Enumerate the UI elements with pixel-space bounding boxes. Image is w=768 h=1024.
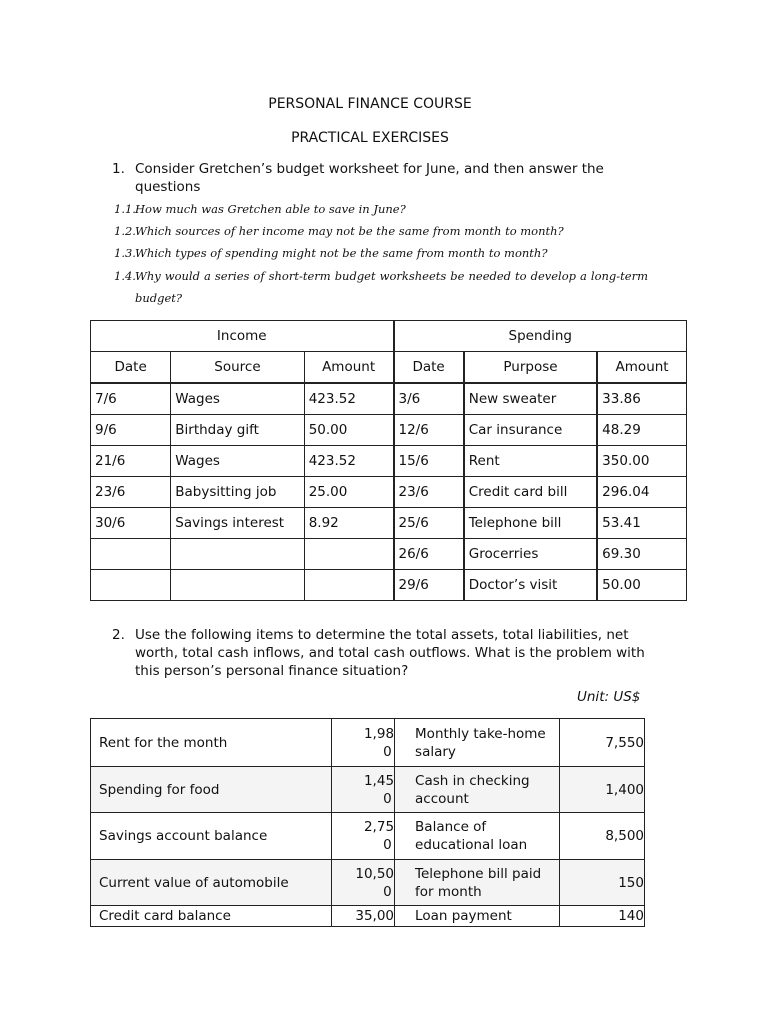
- item-label: Rent for the month: [91, 719, 332, 767]
- item-label-2-text: Cash in checking account: [415, 772, 530, 807]
- table-cell: Doctor’s visit: [464, 570, 597, 601]
- sub-question-text: Which types of spending might not be the same from month to month?: [135, 246, 548, 260]
- table-row: [91, 767, 645, 813]
- sub-question-text: Why would a series of short-term budget worksheets be needed to develop a long-term budget?: [135, 269, 648, 305]
- column-header: Source: [171, 352, 304, 384]
- table-cell: 23/6: [91, 477, 171, 508]
- unit-label: Unit: US$: [577, 689, 641, 705]
- item-label-2: [395, 906, 560, 927]
- item-value-line1: 10,50: [355, 865, 395, 882]
- item-value: [332, 906, 395, 927]
- table-cell: 26/6: [394, 539, 464, 570]
- table-row: [91, 508, 687, 539]
- item-value: [332, 813, 395, 860]
- table-cell: 12/6: [394, 415, 464, 446]
- item-value: [332, 767, 395, 813]
- exercises-title: PRACTICAL EXERCISES: [291, 130, 449, 146]
- item-value-2: 8,500: [559, 813, 644, 860]
- finance-items-table: [90, 718, 645, 927]
- table-cell: 9/6: [91, 415, 171, 446]
- table-cell: [304, 570, 393, 601]
- column-header: Amount: [304, 352, 393, 384]
- item-label: Credit card balance: [91, 906, 332, 927]
- question-2-number: 2.: [112, 627, 125, 643]
- table-cell: [91, 570, 171, 601]
- question-1-number: 1.: [112, 161, 125, 177]
- question-1-text: Consider Gretchen’s budget worksheet for June, and then answer the questions: [135, 161, 604, 195]
- item-label: Current value of automobile: [91, 860, 332, 906]
- table-row: [91, 813, 645, 860]
- table-cell: [171, 539, 304, 570]
- table-cell: Wages: [171, 383, 304, 415]
- item-label-2-text: Loan payment: [415, 908, 512, 924]
- item-value-line2: 0: [383, 743, 392, 760]
- budget-worksheet-table: [90, 320, 687, 601]
- table-row: [91, 383, 687, 415]
- table-row: [91, 906, 645, 927]
- table-cell: 15/6: [394, 446, 464, 477]
- item-value-line2: 0: [383, 883, 392, 900]
- question-2-text: Use the following items to determine the total assets, total liabilities, net worth, total cash inflows, and total cash outflows. What is the problem with this person’s personal finance situation?: [135, 627, 645, 679]
- table-cell: 25.00: [304, 477, 393, 508]
- table-cell: 69.30: [597, 539, 686, 570]
- sub-question-text: How much was Gretchen able to save in June?: [135, 202, 406, 216]
- item-value-2: 150: [559, 860, 644, 906]
- question-1: [112, 160, 652, 196]
- table-cell: [304, 539, 393, 570]
- item-label-2-text: Telephone bill paid for month: [415, 865, 542, 900]
- item-value-2: 7,550: [559, 719, 644, 767]
- item-label-2: [395, 860, 560, 906]
- table-row: [91, 570, 687, 601]
- table-row: [91, 477, 687, 508]
- item-label-2: [395, 767, 560, 813]
- column-header: Purpose: [464, 352, 597, 384]
- sub-question-number: 1.3.: [114, 246, 136, 260]
- sub-question-number: 1.1.: [114, 202, 136, 216]
- question-2: [112, 626, 652, 680]
- spending-header: Spending: [394, 321, 687, 352]
- column-header: Amount: [597, 352, 686, 384]
- table-row: [91, 860, 645, 906]
- table-cell: 8.92: [304, 508, 393, 539]
- table-cell: Birthday gift: [171, 415, 304, 446]
- table-cell: Savings interest: [171, 508, 304, 539]
- item-label-2: [395, 813, 560, 860]
- item-label: Spending for food: [91, 767, 332, 813]
- item-value-line2: 0: [383, 790, 392, 807]
- table-cell: 50.00: [597, 570, 686, 601]
- table-cell: 21/6: [91, 446, 171, 477]
- item-value-line1: 1,45: [363, 772, 395, 789]
- table-cell: Grocerries: [464, 539, 597, 570]
- table-cell: Babysitting job: [171, 477, 304, 508]
- table-cell: 23/6: [394, 477, 464, 508]
- table-cell: 3/6: [394, 383, 464, 415]
- item-value-line2: 0: [383, 837, 392, 853]
- sub-question-1-1: [114, 198, 648, 220]
- table-cell: 25/6: [394, 508, 464, 539]
- item-value: [332, 719, 395, 767]
- table-cell: 7/6: [91, 383, 171, 415]
- table-cell: 48.29: [597, 415, 686, 446]
- table-cell: New sweater: [464, 383, 597, 415]
- table-column-header-row: [91, 352, 687, 384]
- table-cell: [91, 539, 171, 570]
- item-value-line1: 2,75: [363, 819, 395, 835]
- table-cell: Rent: [464, 446, 597, 477]
- sub-question-text: Which sources of her income may not be the same from month to month?: [135, 224, 564, 238]
- table-row: [91, 719, 645, 767]
- sub-question-1-2: [114, 220, 648, 242]
- course-title: PERSONAL FINANCE COURSE: [268, 96, 472, 112]
- item-value-line1: 1,98: [363, 725, 395, 742]
- table-cell: Telephone bill: [464, 508, 597, 539]
- sub-question-1-4: [114, 265, 648, 309]
- table-row: [91, 446, 687, 477]
- table-cell: 423.52: [304, 446, 393, 477]
- table-cell: 30/6: [91, 508, 171, 539]
- table-cell: [171, 570, 304, 601]
- table-cell: Wages: [171, 446, 304, 477]
- sub-question-number: 1.4.: [114, 269, 136, 283]
- table-group-header-row: [91, 321, 687, 352]
- table-row: [91, 539, 687, 570]
- column-header: Date: [91, 352, 171, 384]
- table-cell: 53.41: [597, 508, 686, 539]
- table-cell: 350.00: [597, 446, 686, 477]
- item-value-2: 1,400: [559, 767, 644, 813]
- table-row: [91, 415, 687, 446]
- column-header: Date: [394, 352, 464, 384]
- table-cell: 423.52: [304, 383, 393, 415]
- item-label-2: [395, 719, 560, 767]
- table-cell: 29/6: [394, 570, 464, 601]
- table-cell: 50.00: [304, 415, 393, 446]
- item-value-2: 140: [559, 906, 644, 927]
- table-cell: 33.86: [597, 383, 686, 415]
- table-cell: Car insurance: [464, 415, 597, 446]
- sub-question-1-3: [114, 242, 648, 264]
- sub-question-number: 1.2.: [114, 224, 136, 238]
- table-cell: Credit card bill: [464, 477, 597, 508]
- item-label-2-text: Monthly take-home salary: [415, 725, 546, 760]
- income-header: Income: [91, 321, 394, 352]
- table-cell: 296.04: [597, 477, 686, 508]
- item-label-2-text: Balance of educational loan: [415, 819, 528, 853]
- item-value: [332, 860, 395, 906]
- item-label: Savings account balance: [91, 813, 332, 860]
- item-value-line1: 35,00: [355, 908, 395, 924]
